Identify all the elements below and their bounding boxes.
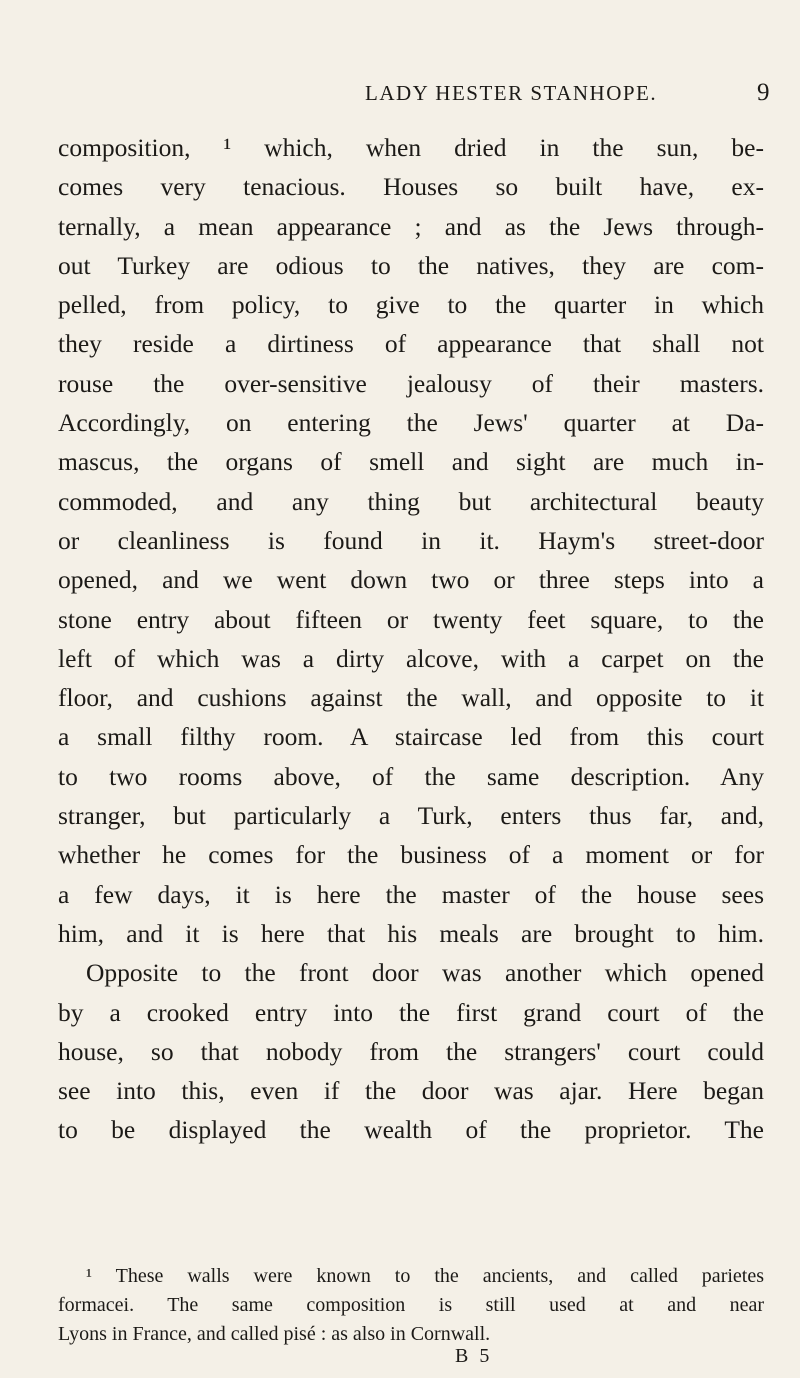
text-line: out Turkey are odious to the natives, they are com- bbox=[58, 250, 764, 280]
text-line: a small filthy room. A staircase led from this court bbox=[58, 722, 764, 752]
text-line: commoded, and any thing but architectural beauty bbox=[58, 486, 764, 516]
text-line: left of which was a dirty alcove, with a carpet on the bbox=[58, 643, 764, 673]
text-line: see into this, even if the door was ajar. Here began bbox=[58, 1076, 764, 1106]
page-number: 9 bbox=[757, 79, 770, 106]
text-line: him, and it is here that his meals are brought to him. bbox=[58, 918, 764, 948]
body-text bbox=[58, 128, 764, 1150]
text-line: house, so that nobody from the strangers' court could bbox=[58, 1036, 764, 1066]
footnote-line: ¹ These walls were known to the ancients, and called parietes bbox=[86, 1265, 764, 1287]
signature-mark: B 5 bbox=[455, 1345, 493, 1367]
text-line: composition, ¹ which, when dried in the sun, be- bbox=[58, 133, 764, 162]
text-line: rouse the over-sensitive jealousy of their masters. bbox=[58, 368, 764, 398]
text-line: opened, and we went down two or three steps into a bbox=[58, 565, 764, 595]
footnote-line: Lyons in France, and called pisé : as also in Cornwall. bbox=[58, 1323, 491, 1345]
text-line: stranger, but particularly a Turk, enters thus far, and, bbox=[58, 801, 764, 831]
text-line: Accordingly, on entering the Jews' quarter at Da- bbox=[58, 408, 764, 438]
text-line: to be displayed the wealth of the proprietor. The bbox=[58, 1115, 764, 1145]
text-line: by a crooked entry into the first grand court of the bbox=[58, 997, 764, 1027]
text-line: to two rooms above, of the same description. Any bbox=[58, 761, 764, 791]
text-line: stone entry about fifteen or twenty feet square, to the bbox=[58, 604, 764, 634]
text-line: pelled, from policy, to give to the quarter in which bbox=[58, 290, 764, 320]
text-line: they reside a dirtiness of appearance that shall not bbox=[58, 329, 764, 359]
text-line: floor, and cushions against the wall, and opposite to it bbox=[58, 683, 764, 713]
text-line: comes very tenacious. Houses so built have, ex- bbox=[58, 172, 764, 202]
text-line: mascus, the organs of smell and sight are much in- bbox=[58, 447, 764, 477]
text-line: a few days, it is here the master of the house sees bbox=[58, 879, 764, 909]
footnote-line: formacei. The same composition is still used at and near bbox=[58, 1294, 764, 1316]
page-header bbox=[0, 81, 800, 121]
text-line: ternally, a mean appearance ; and as the Jews through- bbox=[58, 211, 764, 241]
text-line: whether he comes for the business of a moment or for bbox=[58, 840, 764, 870]
text-line: or cleanliness is found in it. Haym's street-door bbox=[58, 525, 764, 555]
running-head: LADY HESTER STANHOPE. bbox=[365, 81, 658, 105]
text-line: Opposite to the front door was another which opened bbox=[86, 958, 764, 988]
footnotes bbox=[58, 1262, 764, 1349]
